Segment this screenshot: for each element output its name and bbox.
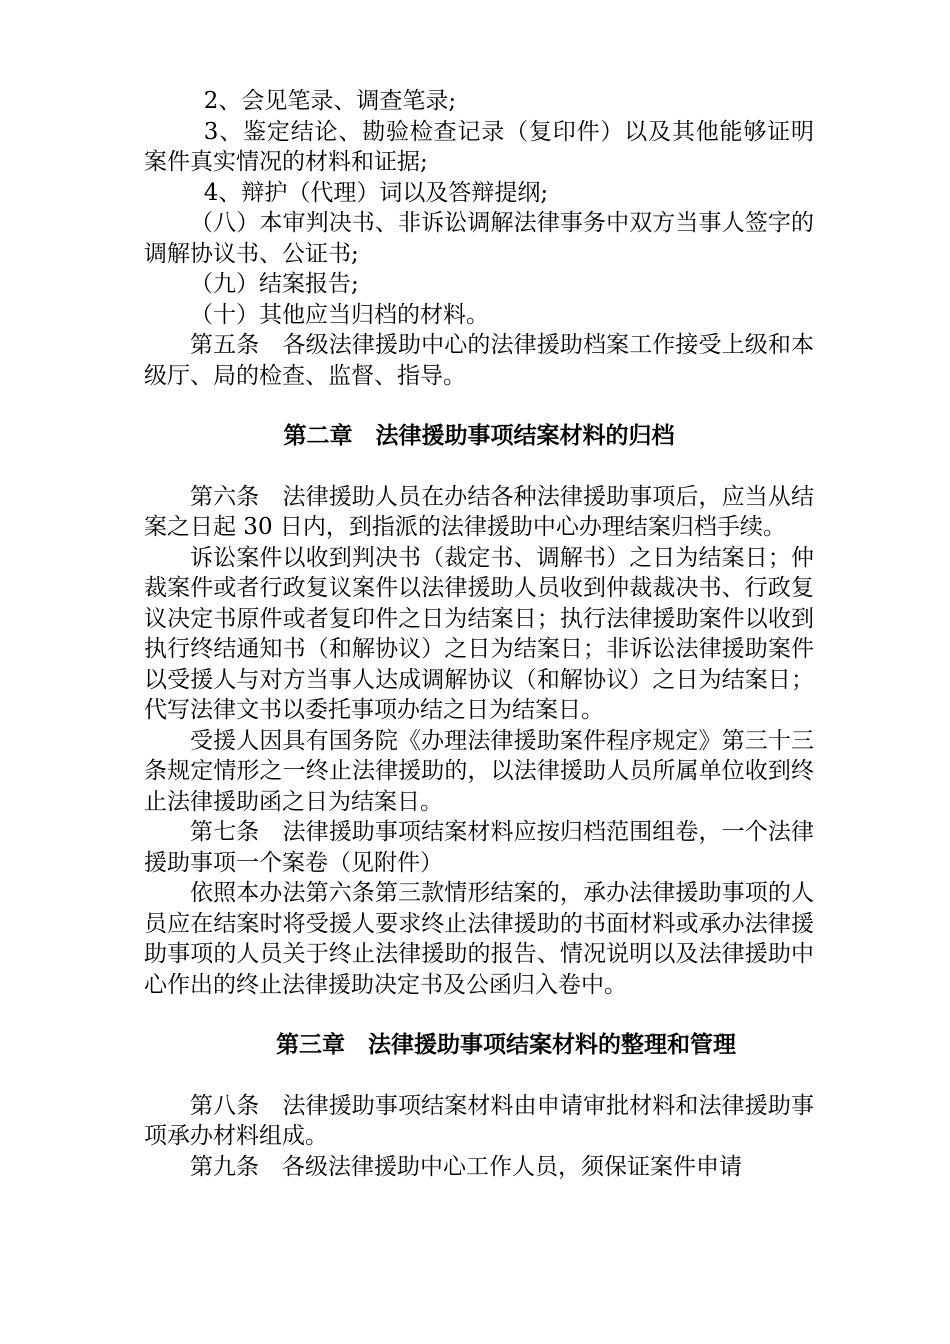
paragraph-termination-materials: 依照本办法第六条第三款情形结案的，承办法律援助事项的人员应在结案时将受援人要求终止法律援助的书面材料或承办法律援助事项的人员关于终止法律援助的报告、情况说明以及法律援助中心作出的终止法律援助决定书及公函归入卷中。 — [144, 880, 814, 998]
paragraph-closing-dates: 诉讼案件以收到判决书（裁定书、调解书）之日为结案日；仲裁案件或者行政复议案件以法律援助人员收到仲裁裁决书、行政复议决定书原件或者复印件之日为结案日；执行法律援助案件以收到执行终结通知书（和解协议）之日为结案日；非诉讼法律援助案件以受援人与对方当事人达成调解协议（和解协议）之日为结案日；代写法律文书以委托事项办结之日为结案日。 — [144, 544, 814, 723]
document-body — [144, 86, 814, 1182]
section-spacer — [144, 452, 814, 482]
paragraph-item-ten: （十）其他应当归档的材料。 — [190, 301, 489, 328]
list-item-appraisal-conclusions: 3、鉴定结论、勘验检查记录（复印件）以及其他能够证明案件真实情况的材料和证据; — [144, 118, 814, 175]
paragraph-article-nine: 第九条 各级法律援助中心工作人员，须保证案件申请 — [190, 1153, 742, 1180]
paragraph-article-six: 第六条 法律援助人员在办结各种法律援助事项后，应当从结案之日起 30 日内，到指派的法律援助中心办理结案归档手续。 — [144, 483, 814, 540]
paragraph-article-five: 第五条 各级法律援助中心的法律援助档案工作接受上级和本级厅、局的检查、监督、指导。 — [144, 332, 814, 389]
paragraph-article-seven: 第七条 法律援助事项结案材料应按归档范围组卷，一个法律援助事项一个案卷（见附件） — [144, 819, 814, 876]
section-spacer — [144, 1000, 814, 1030]
list-item-meeting-records: 2、会见笔录、调查笔录; — [203, 88, 457, 114]
list-item-defense-statement: 4、辩护（代理）词以及答辩提纲; — [203, 179, 549, 206]
paragraph-item-eight: （八）本审判决书、非诉讼调解法律事务中双方当事人签字的调解协议书、公证书; — [144, 210, 814, 267]
paragraph-article-eight: 第八条 法律援助事项结案材料由申请审批材料和法律援助事项承办材料组成。 — [144, 1092, 814, 1149]
section-spacer — [144, 1061, 814, 1091]
section-spacer — [144, 391, 814, 421]
paragraph-item-nine: （九）结案报告; — [190, 271, 359, 297]
paragraph-termination-date: 受援人因具有国务院《办理法律援助案件程序规定》第三十三条规定情形之一终止法律援助的，以法律援助人员所属单位收到终止法律援助函之日为结案日。 — [144, 727, 814, 815]
chapter-three-heading: 第三章 法律援助事项结案材料的整理和管理 — [276, 1032, 736, 1058]
chapter-two-heading: 第二章 法律援助事项结案材料的归档 — [283, 423, 675, 449]
